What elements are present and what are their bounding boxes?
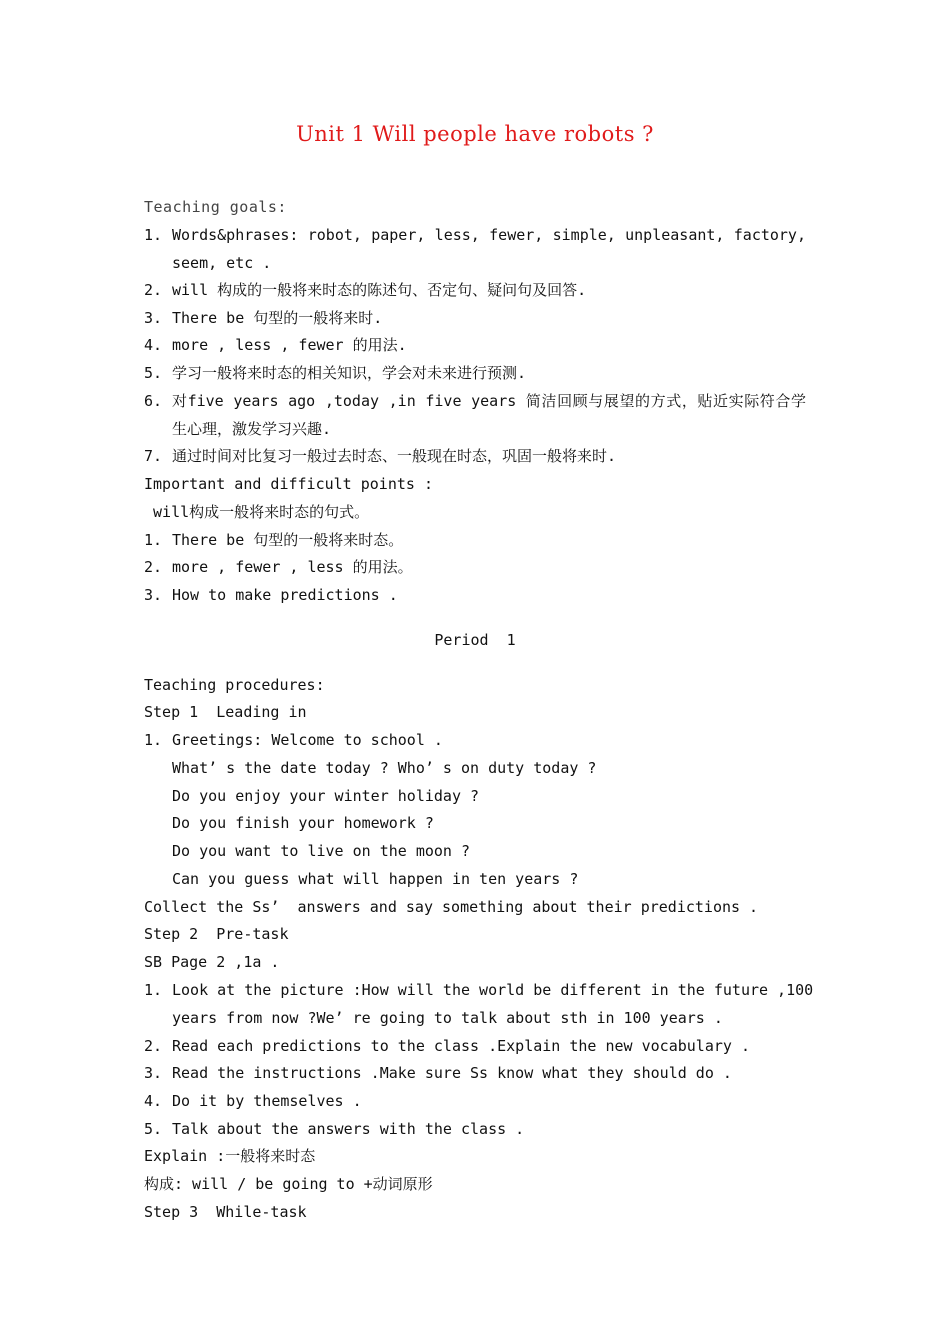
- point-text: There be 句型的一般将来时态。: [172, 531, 404, 549]
- goal-text: will 构成的一般将来时态的陈述句、否定句、疑问句及回答.: [172, 281, 587, 299]
- step-1-line: Do you enjoy your winter holiday ?: [172, 787, 480, 805]
- goal-text: seem, etc .: [172, 254, 272, 272]
- goal-number: 7.: [144, 447, 163, 465]
- explain-text: Explain :一般将来时态: [144, 1147, 316, 1165]
- goal-number: 1.: [144, 226, 163, 244]
- important-points-intro: will构成一般将来时态的句式。: [144, 503, 370, 521]
- point-text: more , fewer , less 的用法。: [172, 558, 413, 576]
- step-2-number: 2.: [144, 1037, 163, 1055]
- sb-page-reference: SB Page 2 ,1a .: [144, 953, 280, 971]
- goal-number: 5.: [144, 364, 163, 382]
- step-2-number: 4.: [144, 1092, 163, 1110]
- goal-text: 生心理，激发学习兴趣.: [172, 420, 332, 438]
- goal-text: There be 句型的一般将来时.: [172, 309, 383, 327]
- goal-number: 2.: [144, 281, 163, 299]
- document-title: Unit 1 Will people have robots ?: [296, 122, 654, 146]
- step-1-line: What’ s the date today ? Who’ s on duty today ?: [172, 759, 597, 777]
- goal-number: 3.: [144, 309, 163, 327]
- step-2-text: Read each predictions to the class .Explain the new vocabulary .: [172, 1037, 750, 1055]
- procedures-heading: Teaching procedures:: [144, 676, 325, 694]
- goal-text: 对five years ago ,today ,in five years 简洁回顾与展望的方式，贴近实际符合学: [172, 392, 806, 410]
- step-1-line: Greetings: Welcome to school .: [172, 731, 443, 749]
- step-2-text: years from now ?We’ re going to talk about sth in 100 years .: [172, 1009, 723, 1027]
- step-1-heading: Step 1 Leading in: [144, 703, 307, 721]
- goal-text: more , less , fewer 的用法.: [172, 336, 407, 354]
- period-heading: Period 1: [434, 631, 516, 649]
- goal-text: 通过时间对比复习一般过去时态、一般现在时态，巩固一般将来时.: [172, 447, 617, 465]
- step-2-text: Look at the picture :How will the world be different in the future ,100: [172, 981, 814, 999]
- goal-number: 6.: [144, 392, 163, 410]
- step-1-number: 1.: [144, 731, 163, 749]
- goal-text: Words&phrases: robot, paper, less, fewer, simple, unpleasant, factory,: [172, 226, 806, 244]
- step-1-line: Do you finish your homework ?: [172, 814, 434, 832]
- step-1-line: Do you want to live on the moon ?: [172, 842, 471, 860]
- step-1-line: Can you guess what will happen in ten years ?: [172, 870, 579, 888]
- point-number: 3.: [144, 586, 163, 604]
- important-points-heading: Important and difficult points :: [144, 475, 433, 493]
- step-2-heading: Step 2 Pre-task: [144, 925, 289, 943]
- point-number: 2.: [144, 558, 163, 576]
- step-2-number: 1.: [144, 981, 163, 999]
- step-3-heading: Step 3 While-task: [144, 1203, 307, 1221]
- structure-text: 构成: will / be going to +动词原形: [144, 1175, 433, 1193]
- collect-answers-text: Collect the Ss’ answers and say something about their predictions .: [144, 898, 759, 916]
- goal-text: 学习一般将来时态的相关知识，学会对未来进行预测.: [172, 364, 527, 382]
- step-2-text: Talk about the answers with the class .: [172, 1120, 525, 1138]
- step-2-number: 3.: [144, 1064, 163, 1082]
- step-2-text: Read the instructions .Make sure Ss know what they should do .: [172, 1064, 732, 1082]
- point-number: 1.: [144, 531, 163, 549]
- goal-number: 4.: [144, 336, 163, 354]
- teaching-goals-heading: Teaching goals:: [144, 198, 287, 216]
- point-text: How to make predictions .: [172, 586, 398, 604]
- step-2-text: Do it by themselves .: [172, 1092, 362, 1110]
- step-2-number: 5.: [144, 1120, 163, 1138]
